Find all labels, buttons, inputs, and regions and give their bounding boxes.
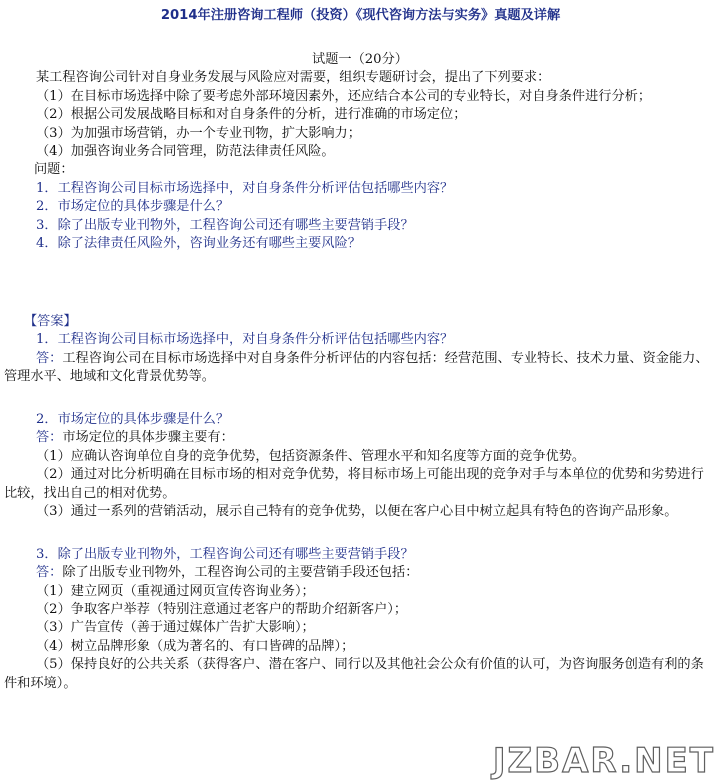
section-title: 试题一（20分） <box>312 52 408 67</box>
question-item: 1．工程咨询公司目标市场选择中，对自身条件分析评估包括哪些内容？ <box>36 180 454 196</box>
answer-prefix: 答： <box>36 565 63 581</box>
answer-question-1: 1．工程咨询公司目标市场选择中，对自身条件分析评估包括哪些内容？ <box>36 332 454 348</box>
site-watermark: JZBAR.NET <box>492 740 715 781</box>
answer-3-item: （2）争取客户举荐（特别注意通过老客户的帮助介绍新客户）； <box>36 601 408 617</box>
answer-2-item: （2）通过对比分析明确在目标市场的相对竞争优势，将目标市场上可能出现的竞争对手与本单位的优势和劣势进行比较，找出自己的相对优势。 <box>4 467 704 501</box>
answer-3-item: （4）树立品牌形象（成为著名的、有口皆碑的品牌）； <box>36 638 355 654</box>
answer-3-item: （5）保持良好的公共关系（获得客户、潜在客户、同行以及其他社会公众有价值的认可，为咨询服务创造有利的条件和环境）。 <box>4 657 704 691</box>
question-section <box>4 51 716 253</box>
answer-question-2: 2．市场定位的具体步骤是什么？ <box>36 411 230 427</box>
answer-prefix: 答： <box>36 430 63 446</box>
requirement-item: （1）在目标市场选择中除了要考虑外部环境因素外，还应结合本公司的专业特长，对自身条件进行分析； <box>36 88 652 104</box>
answer-3-item: （3）广告宣传（善于通过媒体广告扩大影响）； <box>36 620 315 636</box>
answer-body: 市场定位的具体步骤主要有： <box>62 430 234 446</box>
answer-section <box>4 313 716 693</box>
requirement-item: （3）为加强市场营销，办一个专业刊物，扩大影响力； <box>36 125 361 141</box>
question-item: 2．市场定位的具体步骤是什么？ <box>36 199 230 215</box>
answer-2-item: （3）通过一系列的营销活动，展示自己特有的竞争优势，以便在客户心目中树立起具有特色的咨询产品形象。 <box>36 503 678 519</box>
requirement-item: （2）根据公司发展战略目标和对自身条件的分析，进行准确的市场定位； <box>36 107 467 123</box>
answer-2-intro <box>4 429 716 447</box>
intro-text: 某工程咨询公司针对自身业务发展与风险应对需要，组织专题研讨会，提出了下列要求： <box>36 70 551 86</box>
answer-3-item: （1）建立网页（重视通过网页宣传咨询业务）； <box>36 583 315 599</box>
requirement-item: （4）加强咨询业务合同管理，防范法律责任风险。 <box>36 143 335 159</box>
answer-prefix: 答： <box>36 350 63 366</box>
answer-body: 除了出版专业刊物外，工程咨询公司的主要营销手段还包括： <box>62 565 419 581</box>
answer-2-item: （1）应确认咨询单位自身的竞争优势，包括资源条件、管理水平和知名度等方面的竞争优势。 <box>36 448 586 464</box>
answer-label: 【答案】 <box>24 314 77 329</box>
answer-3-intro <box>4 564 716 582</box>
question-item: 3．除了出版专业刊物外，工程咨询公司还有哪些主要营销手段？ <box>36 217 414 233</box>
questions-label: 问题： <box>34 162 74 178</box>
answer-body: 工程咨询公司在目标市场选择中对自身条件分析评估的内容包括：经营范围、专业特长、技术力量、资金能力、管理水平、地域和文化背景优势等。 <box>4 350 709 385</box>
answer-1-text <box>4 350 716 387</box>
question-item: 4．除了法律责任风险外，咨询业务还有哪些主要风险？ <box>36 235 361 251</box>
answer-question-3: 3．除了出版专业刊物外，工程咨询公司还有哪些主要营销手段？ <box>36 546 414 562</box>
document-title: 2014年注册咨询工程师（投资）《现代咨询方法与实务》真题及详解 <box>160 8 561 23</box>
